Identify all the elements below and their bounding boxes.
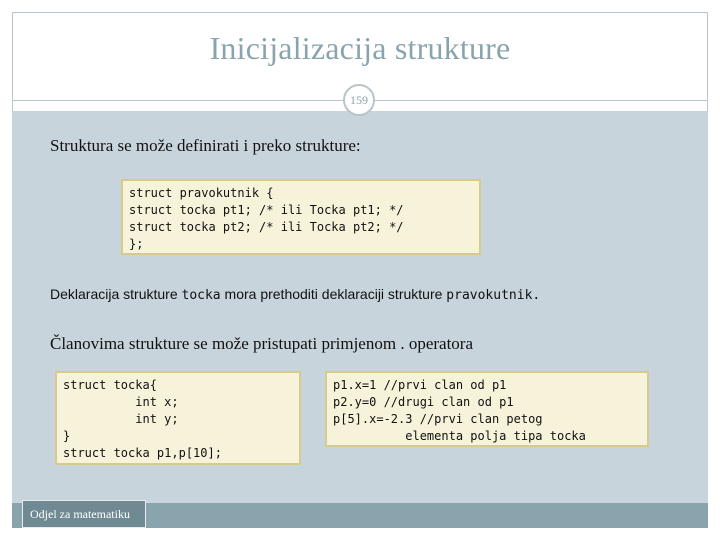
code-block-pravokutnik: struct pravokutnik { struct tocka pt1; /* ili Tocka pt1; */ struct tocka pt2; /* ili Tocka pt2; */ }; <box>121 179 481 255</box>
declaration-mid: mora prethoditi deklaraciji strukture <box>220 286 447 302</box>
page-number-badge <box>343 84 375 116</box>
intro-text: Struktura se može definirati i preko strukture: <box>50 136 361 155</box>
code-block-tocka: struct tocka{ int x; int y; } struct tocka p1,p[10]; <box>55 371 301 465</box>
footer-label: Odjel za matematiku <box>30 507 130 521</box>
declaration-code-tocka: tocka <box>181 288 221 303</box>
declaration-text <box>50 286 540 303</box>
code-block-member-access: p1.x=1 //prvi clan od p1 p2.y=0 //drugi clan od p1 p[5].x=-2.3 //prvi clan petog elementa polja tipa tocka <box>325 371 649 447</box>
page-number: 159 <box>350 92 368 107</box>
declaration-code-pravokutnik: pravokutnik. <box>446 288 541 303</box>
declaration-pre: Deklaracija strukture <box>50 286 182 302</box>
slide-title: Inicijalizacija strukture <box>209 30 511 66</box>
members-heading: Članovima strukture se može pristupati primjenom . operatora <box>50 334 473 353</box>
